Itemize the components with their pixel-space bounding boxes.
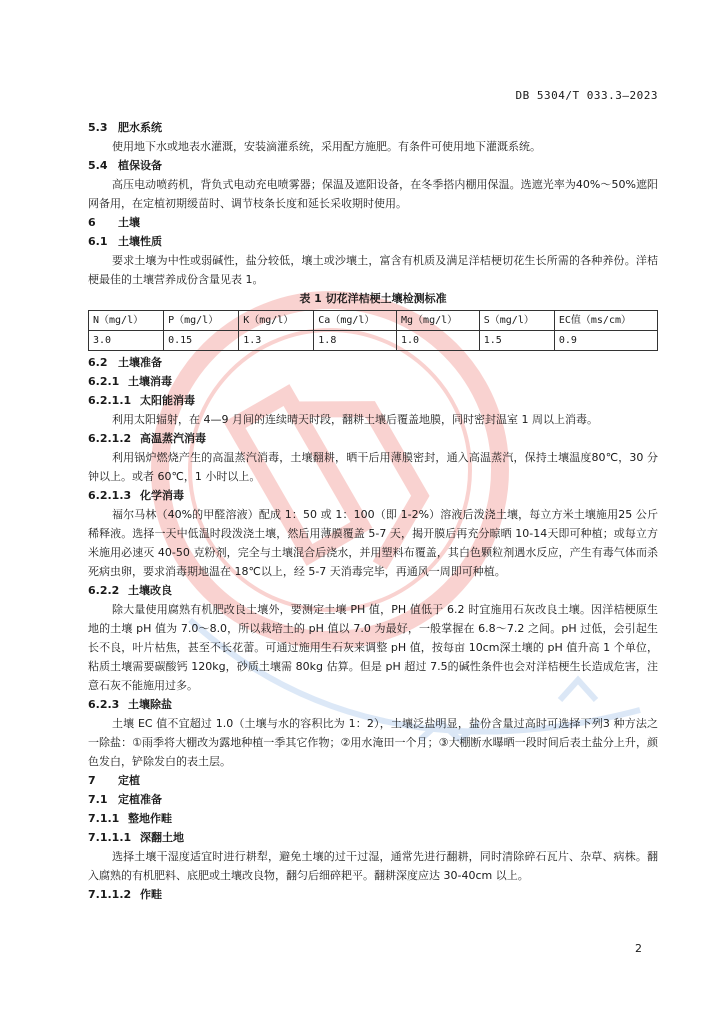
paragraph: 使用地下水或地表水灌溉，安装滴灌系统，采用配方施肥。有条件可使用地下灌溉系统。	[112, 140, 541, 153]
paragraph: 利用锅炉燃烧产生的高温蒸汽消毒，土壤翻耕，晒干后用薄膜密封，通入高温蒸汽，保持土壤温度80℃，30 分钟以上。或者 60℃，1 小时以上。	[88, 451, 658, 483]
section-heading	[88, 213, 658, 232]
section-title: 化学消毒	[140, 489, 184, 502]
table-cell: 1.0	[397, 331, 480, 351]
section-title: 土壤性质	[118, 235, 162, 248]
section-number: 6.2.1.1	[88, 394, 132, 407]
paragraph: 选择土壤干湿度适宜时进行耕犁，避免土壤的过干过湿，通常先进行翻耕，同时清除碎石瓦片、杂草、病株。翻入腐熟的有机肥料、底肥或土壤改良物，翻匀后细碎耙平。翻耕深度应达 30-40cm 以上。	[88, 850, 658, 882]
section-heading	[88, 156, 658, 175]
table-cell: 3.0	[89, 331, 164, 351]
section-heading	[88, 353, 658, 372]
section-number: 6.1	[88, 235, 108, 248]
section-heading	[88, 809, 658, 828]
table-cell: 0.15	[164, 331, 239, 351]
section-heading	[88, 885, 658, 904]
section-title: 作畦	[140, 888, 162, 901]
section-title: 土壤	[118, 216, 140, 229]
section-heading	[88, 828, 658, 847]
section-title: 定植	[118, 774, 140, 787]
table-caption: 表 1 切花洋桔梗土壤检测标准	[299, 292, 447, 305]
table-cell: 0.9	[554, 331, 657, 351]
section-number: 7.1.1.1	[88, 831, 132, 844]
section-title: 高温蒸汽消毒	[140, 432, 206, 445]
section-heading	[88, 391, 658, 410]
document-body	[88, 118, 658, 904]
section-number: 6.2.1.2	[88, 432, 132, 445]
section-heading	[88, 118, 658, 137]
section-number: 6.2.2	[88, 584, 120, 597]
section-title: 土壤消毒	[128, 375, 172, 388]
paragraph: 除大量使用腐熟有机肥改良土壤外，要测定土壤 PH 值，PH 值低于 6.2 时宜施用石灰改良土壤。因洋桔梗原生地的土壤 pH 值为 7.0～8.0，所以栽培土的 pH 值以 7.0 为最好，一般掌握在 6.8～7.2 之间。pH 过低，会引起生长不良，叶片枯焦，甚至不长花蕾。可通过施用生石灰来调整 pH 值，按每亩 10cm深土壤的 pH 值升高 1 个单位，粘质土壤需要碳酸钙 120kg，砂质土壤需 80kg 估算。但是 pH 超过 7.5的碱性条件也会对洋桔梗生长造成危害，注意石灰不能施用过多。	[88, 603, 658, 692]
section-number: 6	[88, 216, 96, 229]
section-number: 6.2.1	[88, 375, 120, 388]
page-number: 2	[635, 942, 642, 955]
paragraph: 高压电动喷药机，背负式电动充电喷雾器；保温及遮阳设备，在冬季搭内棚用保温。选遮光率为40%～50%遮阳网备用，在定植初期缓苗时、调节枝条长度和延长采收期时使用。	[88, 178, 658, 210]
section-title: 肥水系统	[118, 121, 162, 134]
table-header-cell: K（mg/l）	[239, 311, 314, 331]
section-number: 6.2.3	[88, 698, 120, 711]
section-number: 5.3	[88, 121, 108, 134]
table-header-cell: EC值（ms/cm）	[554, 311, 657, 331]
section-title: 定植准备	[118, 793, 162, 806]
table-header-cell: Mg（mg/l）	[397, 311, 480, 331]
paragraph: 要求土壤为中性或弱碱性，盐分较低，壤土或沙壤土，富含有机质及满足洋桔梗切花生长所需的各种养份。洋桔梗最佳的土壤营养成份含量见表 1。	[88, 254, 658, 286]
section-number: 7.1.1	[88, 812, 120, 825]
table-header-cell: P（mg/l）	[164, 311, 239, 331]
section-heading	[88, 790, 658, 809]
section-number: 5.4	[88, 159, 108, 172]
section-heading	[88, 232, 658, 251]
section-heading	[88, 429, 658, 448]
section-title: 整地作畦	[128, 812, 172, 825]
section-title: 土壤改良	[128, 584, 172, 597]
section-title: 植保设备	[118, 159, 162, 172]
section-heading	[88, 581, 658, 600]
section-number: 7.1	[88, 793, 108, 806]
paragraph: 土壤 EC 值不宜超过 1.0（土壤与水的容积比为 1：2），土壤泛盐明显，盐份含量过高时可选择下列3 种方法之一除盐：①雨季将大棚改为露地种植一季其它作物；②用水淹田一个月；③大棚断水曝晒一段时间后表土盐分上升，颜色发白，铲除发白的表土层。	[88, 717, 658, 768]
document-code-header: DB 5304/T 033.3—2023	[515, 89, 658, 102]
section-title: 土壤除盐	[128, 698, 172, 711]
section-title: 土壤准备	[118, 356, 162, 369]
section-heading	[88, 486, 658, 505]
table-header-cell: S（mg/l）	[479, 311, 554, 331]
section-title: 深翻土地	[140, 831, 184, 844]
paragraph: 利用太阳辐射，在 4—9 月间的连续晴天时段，翻耕土壤后覆盖地膜，同时密封温室 1 周以上消毒。	[112, 413, 598, 426]
table-cell: 1.3	[239, 331, 314, 351]
section-heading	[88, 771, 658, 790]
table-cell: 1.5	[479, 331, 554, 351]
section-heading	[88, 695, 658, 714]
table-cell: 1.8	[314, 331, 397, 351]
table-header-cell: N（mg/l）	[89, 311, 164, 331]
paragraph: 福尔马林（40%的甲醛溶液）配成 1：50 或 1：100（即 1-2%）溶液后泼浇土壤，每立方米土壤施用25 公斤稀释液。选择一天中低温时段泼浇土壤，然后用薄膜覆盖 5-7 天，揭开膜后再充分晾晒 10-14天即可种植；或每立方米施用必速灭 40-50 克粉剂，完全与土壤混合后浇水，并用塑料布覆盖，其白色颗粒剂遇水反应，产生有毒气体而杀死病虫卵，要求消毒期地温在 18℃以上，经 5-7 天消毒完毕，再通风一周即可种植。	[88, 508, 658, 578]
table-header-cell: Ca（mg/l）	[314, 311, 397, 331]
section-number: 6.2	[88, 356, 108, 369]
soil-standard-table	[88, 310, 658, 351]
section-number: 7	[88, 774, 96, 787]
section-number: 6.2.1.3	[88, 489, 132, 502]
table-header-row	[89, 311, 658, 331]
section-title: 太阳能消毒	[140, 394, 195, 407]
section-heading	[88, 372, 658, 391]
table-row	[89, 331, 658, 351]
section-number: 7.1.1.2	[88, 888, 132, 901]
